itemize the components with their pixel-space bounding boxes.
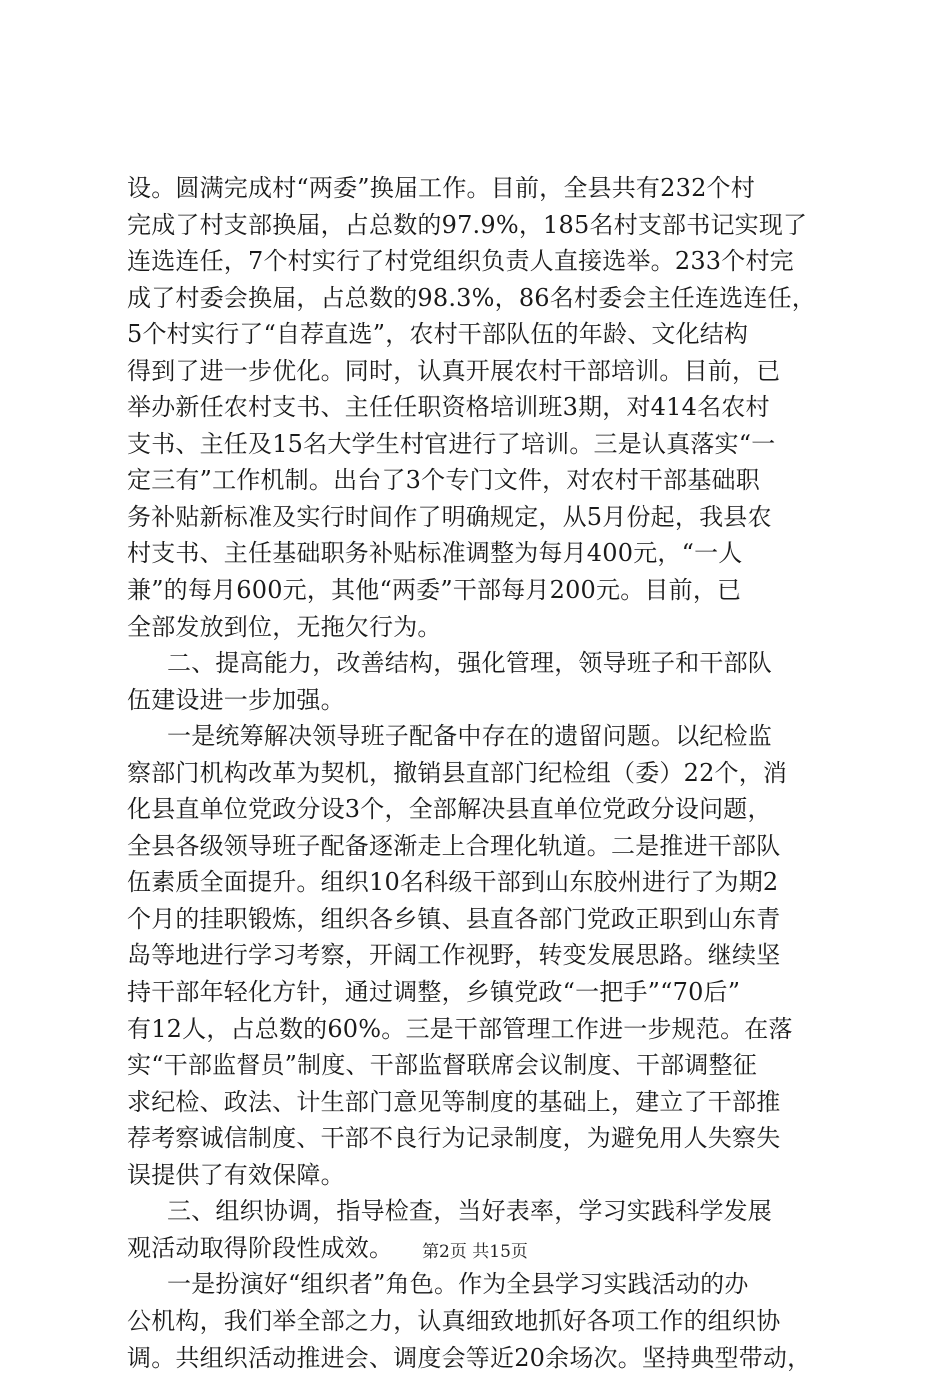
text-line: 持干部年轻化方针，通过调整，乡镇党政“一把手”“70后” [127,974,827,1011]
text-line: 设。圆满完成村“两委”换届工作。目前，全县共有232个村 [127,170,827,207]
text-line: 公机构，我们举全部之力，认真细致地抓好各项工作的组织协 [127,1303,827,1340]
text-line: 一是扮演好“组织者”角色。作为全县学习实践活动的办 [127,1266,827,1303]
text-line: 完成了村支部换届，占总数的97.9%，185名村支部书记实现了 [127,207,827,244]
text-line: 二、提高能力，改善结构，强化管理，领导班子和干部队 [127,645,827,682]
text-line: 岛等地进行学习考察，开阔工作视野，转变发展思路。继续坚 [127,937,827,974]
body-text [127,170,827,1376]
text-line: 举办新任农村支书、主任任职资格培训班3期，对414名农村 [127,389,827,426]
text-line: 三、组织协调，指导检查，当好表率，学习实践科学发展 [127,1193,827,1230]
text-line: 实“干部监督员”制度、干部监督联席会议制度、干部调整征 [127,1047,827,1084]
text-line: 荐考察诚信制度、干部不良行为记录制度，为避免用人失察失 [127,1120,827,1157]
text-line: 察部门机构改革为契机，撤销县直部门纪检组（委）22个，消 [127,755,827,792]
page-footer: 第2页 共15页 [0,1237,950,1262]
text-line: 支书、主任及15名大学生村官进行了培训。三是认真落实“一 [127,426,827,463]
text-line: 化县直单位党政分设3个，全部解决县直单位党政分设问题， [127,791,827,828]
text-line: 兼”的每月600元，其他“两委”干部每月200元。目前，已 [127,572,827,609]
text-line: 有12人，占总数的60%。三是干部管理工作进一步规范。在落 [127,1011,827,1048]
text-line: 观活动取得阶段性成效。 [127,1230,827,1267]
text-line: 求纪检、政法、计生部门意见等制度的基础上，建立了干部推 [127,1084,827,1121]
text-line: 全部发放到位，无拖欠行为。 [127,609,827,646]
text-line: 得到了进一步优化。同时，认真开展农村干部培训。目前，已 [127,353,827,390]
text-line: 误提供了有效保障。 [127,1157,827,1194]
text-line: 成了村委会换届，占总数的98.3%，86名村委会主任连选连任， [127,280,827,317]
text-line: 伍建设进一步加强。 [127,682,827,719]
text-line: 伍素质全面提升。组织10名科级干部到山东胶州进行了为期2 [127,864,827,901]
text-line: 务补贴新标准及实行时间作了明确规定，从5月份起，我县农 [127,499,827,536]
text-line: 一是统筹解决领导班子配备中存在的遗留问题。以纪检监 [127,718,827,755]
text-line: 5个村实行了“自荐直选”，农村干部队伍的年龄、文化结构 [127,316,827,353]
text-line: 村支书、主任基础职务补贴标准调整为每月400元，“一人 [127,535,827,572]
text-line: 定三有”工作机制。出台了3个专门文件，对农村干部基础职 [127,462,827,499]
text-line: 全县各级领导班子配备逐渐走上合理化轨道。二是推进干部队 [127,828,827,865]
text-line: 个月的挂职锻炼，组织各乡镇、县直各部门党政正职到山东青 [127,901,827,938]
text-line: 调。共组织活动推进会、调度会等近20余场次。坚持典型带动， [127,1340,827,1376]
text-line: 连选连任，7个村实行了村党组织负责人直接选举。233个村完 [127,243,827,280]
